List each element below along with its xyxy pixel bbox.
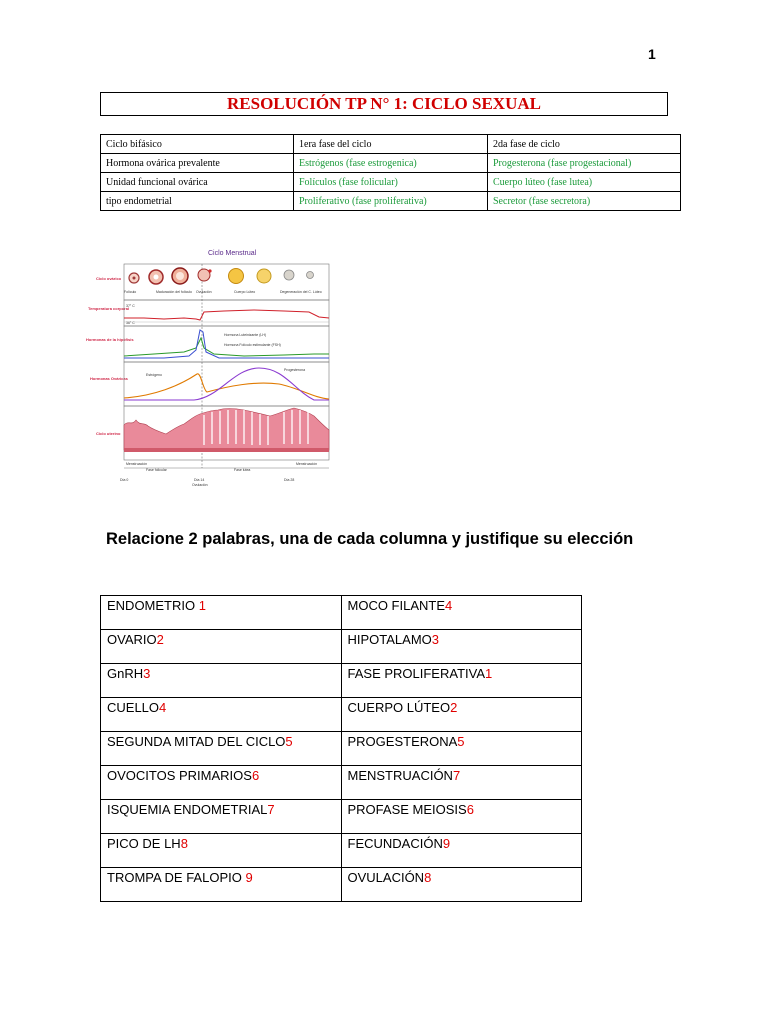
match-number: 2	[156, 632, 164, 647]
ovulation-axis-label: Ovulación	[192, 483, 208, 487]
progesterone-label: Progesterona	[284, 368, 306, 372]
term-text: CUELLO	[107, 700, 160, 715]
temp-37-label: 37° C	[126, 304, 135, 308]
day-28-label: Día 28	[284, 478, 295, 482]
term-text: GnRH	[107, 666, 144, 681]
page-title: RESOLUCIÓN TP N° 1: CICLO SEXUAL	[227, 94, 541, 113]
right-column-cell	[341, 732, 582, 766]
day-14-label: Día 14	[194, 478, 205, 482]
term-text: FECUNDACIÓN	[347, 836, 443, 851]
phase2-cell: Secretor (fase secretora)	[488, 192, 681, 211]
label-corpus-luteum-degeneration: Degeneración del C. Lúteo	[280, 290, 322, 294]
menstruation-label-right: Menstruación	[296, 462, 318, 466]
match-number: 7	[452, 768, 461, 783]
match-number: 6	[466, 802, 474, 817]
cycle-table	[100, 134, 681, 211]
match-number: 6	[251, 768, 260, 783]
term-text: MENSTRUACIÓN	[347, 768, 453, 783]
row-label-pituitary: Hormonas de la hipófisis	[86, 337, 134, 342]
table-row	[101, 596, 582, 630]
table-row	[101, 766, 582, 800]
table-row	[101, 173, 681, 192]
table-row	[101, 732, 582, 766]
left-column-cell	[101, 596, 342, 630]
right-column-cell	[341, 766, 582, 800]
phase1-cell: Estrógenos (fase estrogenica)	[294, 154, 488, 173]
table-row	[101, 154, 681, 173]
match-number: 4	[445, 598, 453, 613]
left-column-cell	[101, 800, 342, 834]
follicular-phase-label: Fase folicular	[146, 468, 167, 472]
menstrual-cycle-figure	[84, 240, 340, 490]
right-column-cell	[341, 698, 582, 732]
figure-title: Ciclo Menstrual	[208, 250, 257, 257]
fsh-label: Hormona Folículo estimulante (FSH)	[224, 343, 281, 347]
match-number: 9	[245, 870, 253, 885]
temp-36-label: 36° C	[126, 321, 135, 325]
temperature-curve	[124, 310, 329, 320]
term-text: CUERPO LÚTEO	[347, 700, 451, 715]
table-row	[101, 868, 582, 902]
match-number: 3	[431, 632, 440, 647]
row-label: Unidad funcional ovárica	[101, 173, 294, 192]
estrogen-label: Estrógeno	[146, 373, 162, 377]
term-text: PROFASE MEIOSIS	[347, 802, 467, 817]
left-column-cell	[101, 834, 342, 868]
right-column-cell	[341, 800, 582, 834]
label-follicle-maturation: Maduración del folículo	[156, 290, 192, 294]
phase1-cell: Folículos (fase folicular)	[294, 173, 488, 192]
match-number: 1	[485, 666, 493, 681]
match-table	[100, 595, 582, 902]
row-label: Ciclo bifásico	[101, 135, 294, 154]
left-column-cell	[101, 664, 342, 698]
label-follicle: Folículo	[124, 290, 137, 294]
right-column-cell	[341, 868, 582, 902]
endometrium-illustration	[124, 408, 329, 452]
term-text: HIPOTALAMO	[347, 632, 432, 647]
right-column-cell	[341, 664, 582, 698]
row-label: Hormona ovárica prevalente	[101, 154, 294, 173]
right-column-cell	[341, 834, 582, 868]
match-number: 7	[267, 802, 275, 817]
left-column-cell	[101, 630, 342, 664]
left-column-cell	[101, 868, 342, 902]
match-number: 1	[198, 598, 206, 613]
instruction-heading: Relacione 2 palabras, una de cada columna y justifique su elección	[106, 530, 634, 548]
left-column-cell	[101, 698, 342, 732]
luteal-phase-label: Fase lutea	[234, 468, 251, 472]
row-label-ovary: Ciclo ovárico	[96, 276, 122, 281]
row-label: tipo endometrial	[101, 192, 294, 211]
left-column-cell	[101, 766, 342, 800]
term-text: OVARIO	[107, 632, 157, 647]
match-number: 2	[450, 700, 458, 715]
table-row	[101, 800, 582, 834]
day-0-label: Día 0	[120, 478, 129, 482]
term-text: ENDOMETRIO	[107, 598, 199, 613]
phase1-cell: Proliferativo (fase proliferativa)	[294, 192, 488, 211]
table-row	[101, 135, 681, 154]
term-text: PROGESTERONA	[347, 734, 458, 749]
term-text: SEGUNDA MITAD DEL CICLO	[107, 734, 286, 749]
page-number: 1	[648, 46, 656, 62]
term-text: TROMPA DE FALOPIO	[107, 870, 246, 885]
table-row	[101, 834, 582, 868]
title-box	[100, 92, 668, 116]
table-row	[101, 192, 681, 211]
table-row	[101, 698, 582, 732]
match-number: 8	[180, 836, 188, 851]
table-row	[101, 630, 582, 664]
term-text: OVOCITOS PRIMARIOS	[107, 768, 252, 783]
phase2-cell: 2da fase de ciclo	[488, 135, 681, 154]
match-number: 5	[457, 734, 465, 749]
match-number: 8	[424, 870, 432, 885]
right-column-cell	[341, 596, 582, 630]
ovary-cycle-icons	[129, 268, 314, 284]
label-ovulation: Ovulación	[196, 290, 212, 294]
term-text: ISQUEMIA ENDOMETRIAL	[107, 802, 268, 817]
lh-label: Hormona Luteinizante (LH)	[224, 333, 267, 337]
left-column-cell	[101, 732, 342, 766]
phase2-cell: Cuerpo lúteo (fase lutea)	[488, 173, 681, 192]
phase2-cell: Progesterona (fase progestacional)	[488, 154, 681, 173]
match-number: 9	[442, 836, 451, 851]
right-column-cell	[341, 630, 582, 664]
row-label-uterine: Ciclo uterino	[96, 431, 121, 436]
term-text: FASE PROLIFERATIVA	[347, 666, 485, 681]
match-number: 4	[159, 700, 167, 715]
menstruation-label-left: Menstruación	[126, 462, 148, 466]
row-label-ovarian-hormones: Hormonas Ováricas	[90, 376, 128, 381]
term-text: OVULACIÓN	[347, 870, 425, 885]
term-text: MOCO FILANTE	[347, 598, 446, 613]
match-number: 3	[143, 666, 151, 681]
row-label-temp: Temperatura corporal	[88, 306, 130, 311]
match-number: 5	[285, 734, 293, 749]
phase1-cell: 1era fase del ciclo	[294, 135, 488, 154]
label-corpus-luteum: Cuerpo Lúteo	[234, 290, 256, 294]
term-text: PICO DE LH	[107, 836, 181, 851]
table-row	[101, 664, 582, 698]
